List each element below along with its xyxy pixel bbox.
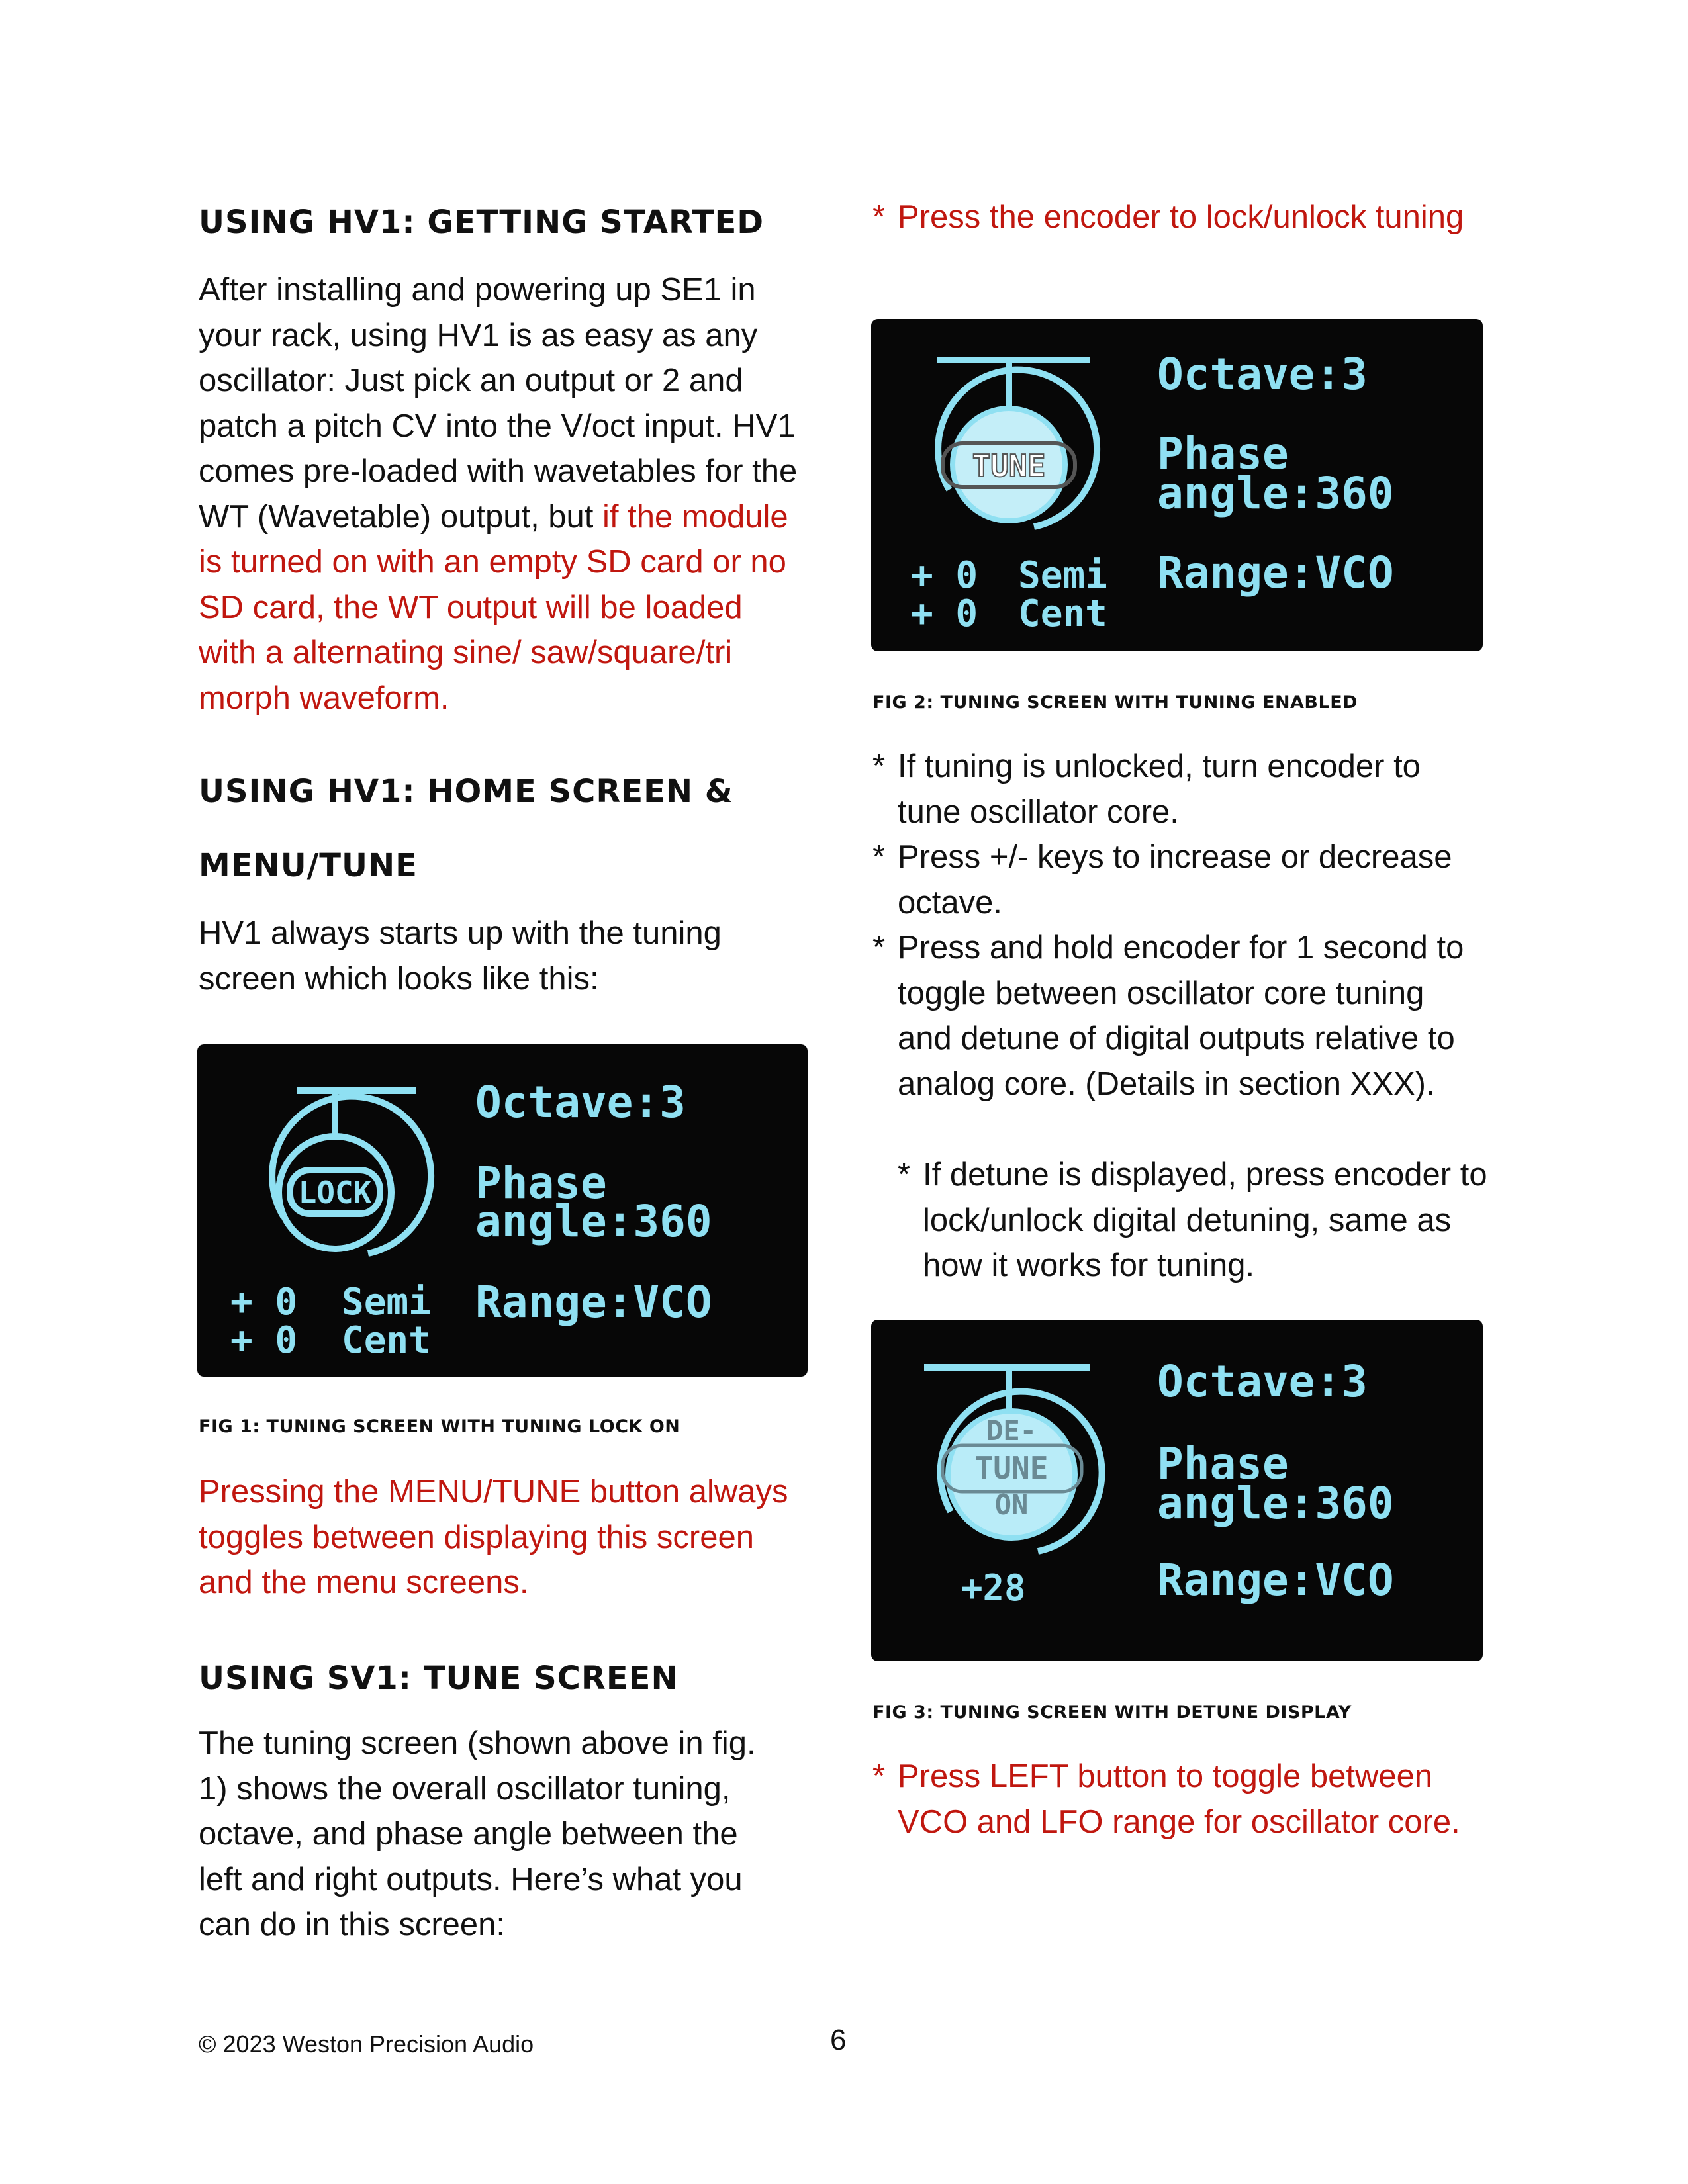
fig2-semi-value: + 0 bbox=[911, 554, 978, 597]
fig1-phase-line1: Phase bbox=[475, 1158, 607, 1208]
fig2-screen-image bbox=[871, 319, 1483, 651]
bullet-marker: * bbox=[872, 839, 886, 875]
bullet-hold-encoder bbox=[872, 925, 1468, 1107]
bullet-marker: * bbox=[872, 749, 886, 784]
fig1-knob-label: LOCK bbox=[298, 1175, 372, 1210]
fig2-octave: Octave:3 bbox=[1157, 349, 1368, 400]
fig1-screen-image bbox=[197, 1044, 808, 1377]
bullet-marker: * bbox=[872, 930, 886, 966]
fig1-octave: Octave:3 bbox=[475, 1077, 686, 1128]
fig3-phase-line2: angle:360 bbox=[1157, 1478, 1394, 1529]
bullet-turn-encoder-text: If tuning is unlocked, turn encoder to tune oscillator core. bbox=[898, 749, 1421, 830]
fig1-semi-value: + 0 bbox=[230, 1281, 298, 1324]
fig3-knob-label-line3: ON bbox=[994, 1488, 1029, 1521]
fig3-screen-image bbox=[871, 1320, 1483, 1661]
fig2-semi-label: Semi bbox=[1018, 554, 1107, 597]
fig2-phase-line2: angle:360 bbox=[1157, 468, 1394, 519]
fig2-range: Range:VCO bbox=[1157, 547, 1394, 598]
fig1-cent-label: Cent bbox=[342, 1319, 431, 1362]
paragraph-home-screen: HV1 always starts up with the tuning screen which looks like this: bbox=[199, 915, 722, 997]
bullet-left-button-range bbox=[872, 1754, 1468, 1844]
fig1-range: Range:VCO bbox=[475, 1277, 712, 1328]
fig2-caption: FIG 2: TUNING SCREEN WITH TUNING ENABLED bbox=[872, 692, 1358, 713]
fig3-oled-display bbox=[871, 1320, 1483, 1661]
fig2-oled-display bbox=[871, 319, 1483, 651]
fig2-cent-label: Cent bbox=[1018, 592, 1107, 635]
fig2-phase-line1: Phase bbox=[1157, 428, 1289, 479]
bullet-octave-keys-text: Press +/- keys to increase or decrease octave. bbox=[898, 839, 1452, 921]
footer-copyright: © 2023 Weston Precision Audio bbox=[199, 2030, 534, 2058]
heading-home-screen-line2: MENU/TUNE bbox=[199, 847, 418, 884]
fig1-semi-label: Semi bbox=[342, 1281, 431, 1324]
bullet-marker: * bbox=[872, 1758, 886, 1794]
page-number: 6 bbox=[830, 2024, 847, 2056]
heading-tune-screen: USING SV1: TUNE SCREEN bbox=[199, 1660, 679, 1697]
bullet-press-encoder-lock bbox=[872, 195, 1468, 240]
bullet-marker: * bbox=[872, 199, 886, 235]
bullet-left-button-range-text: Press LEFT button to toggle between VCO and LFO range for oscillator core. bbox=[898, 1758, 1460, 1840]
sub-bullet-detune bbox=[898, 1152, 1493, 1289]
fig2-cent-value: + 0 bbox=[911, 592, 978, 635]
fig3-detune-value: +28 bbox=[961, 1567, 1026, 1609]
fig3-phase-line1: Phase bbox=[1157, 1438, 1289, 1489]
fig3-knob-label-line2: TUNE bbox=[974, 1450, 1049, 1486]
paragraph-tune-screen: The tuning screen (shown above in fig. 1) shows the overall oscillator tuning, octave, and phase angle between the left and right outputs. Here’s what you can do in this screen: bbox=[199, 1725, 756, 1942]
fig1-caption: FIG 1: TUNING SCREEN WITH TUNING LOCK ON bbox=[199, 1416, 680, 1437]
heading-getting-started: USING HV1: GETTING STARTED bbox=[199, 204, 765, 241]
bullet-marker: * bbox=[898, 1157, 911, 1193]
paragraph-getting-started bbox=[199, 267, 808, 721]
fig2-knob-label: TUNE bbox=[972, 448, 1046, 484]
paragraph-getting-started-text: After installing and powering up SE1 in your rack, using HV1 is as easy as any oscillator: Just pick an output or 2 and patch a pitch CV into the V/oct input. HV1 comes pre-loaded with wavetables for the WT (Wavetable) output, but bbox=[199, 272, 798, 535]
fig3-octave: Octave:3 bbox=[1157, 1356, 1368, 1407]
fig1-phase-line2: angle:360 bbox=[475, 1196, 712, 1247]
bullet-turn-encoder bbox=[872, 744, 1481, 835]
fig1-cent-value: + 0 bbox=[230, 1319, 298, 1362]
fig3-caption: FIG 3: TUNING SCREEN WITH DETUNE DISPLAY bbox=[872, 1702, 1352, 1723]
fig3-knob-label-line1: DE- bbox=[986, 1414, 1037, 1447]
bullet-octave-keys bbox=[872, 835, 1481, 925]
bullet-hold-encoder-text: Press and hold encoder for 1 second to toggle between oscillator core tuning and detune of digital outputs relative to analog core. (Details in section XXX). bbox=[898, 930, 1464, 1102]
paragraph-menu-tune-note: Pressing the MENU/TUNE button always toggles between displaying this screen and the menu screens. bbox=[199, 1474, 788, 1600]
fig1-oled-display bbox=[197, 1044, 808, 1377]
sub-bullet-detune-text: If detune is displayed, press encoder to lock/unlock digital detuning, same as how it works for tuning. bbox=[923, 1157, 1487, 1283]
heading-home-screen-line1: USING HV1: HOME SCREEN & bbox=[199, 773, 733, 810]
paragraph-getting-started-warning: if the module is turned on with an empty SD card or no SD card, the WT output will be loaded with a alternating sine/ saw/square/tri morph waveform. bbox=[199, 498, 788, 716]
fig3-range: Range:VCO bbox=[1157, 1555, 1394, 1606]
bullet-press-encoder-lock-text: Press the encoder to lock/unlock tuning bbox=[898, 199, 1464, 235]
